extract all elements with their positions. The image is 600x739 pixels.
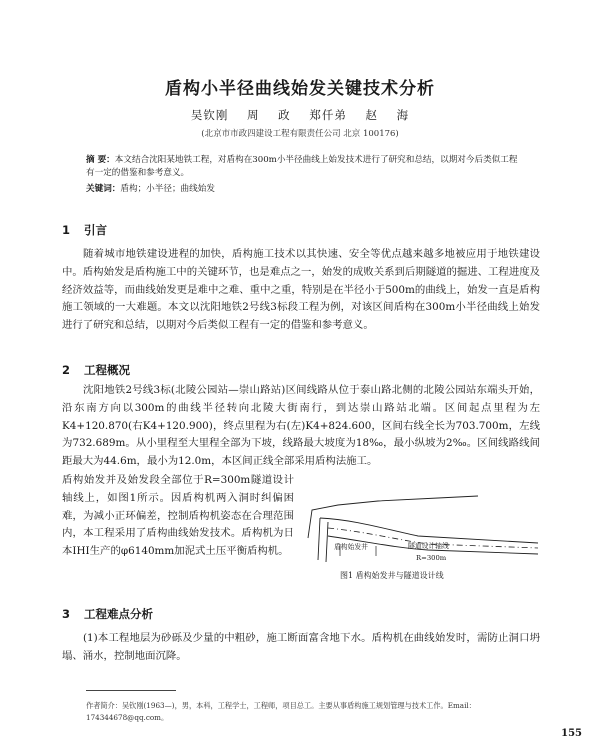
shaft-wall-lines <box>318 518 328 562</box>
keywords-text: 盾构；小半径；曲线始发 <box>120 184 215 194</box>
keywords-label: 关键词： <box>86 184 121 194</box>
tunnel-outer-line <box>320 518 538 543</box>
section-3-paragraph: (1)本工程地层为砂砾及少量的中粗砂，施工断面富含地下水。盾构机在曲线始发时，需防止洞口坍塌、涌水，控制地面沉降。 <box>62 632 540 662</box>
section-1-paragraph: 随着城市地铁建设进程的加快，盾构施工技术以其快速、安全等优点越来越多地被应用于地铁建设中。盾构始发是盾构施工中的关键环节，也是难点之一，始发的成败关系到后期隧道的掘进、工程进度及经济效益等，而曲线始发更是难中之难、重中之重，特别是在半径小于500m的曲线上，始发一直是盾构施工领域的一大难题。本文以沈阳地铁2号线3标段工程为例，对该区间盾构在300m小半径曲线上始发进行了研究和总结，以期对今后类似工程有一定的借鉴和参考意义。 <box>62 248 540 332</box>
section-number: 2 <box>62 363 71 377</box>
footnote-rule <box>86 690 176 691</box>
shaft-label: 盾构始发井 <box>334 543 368 551</box>
section-heading-1 <box>62 222 107 238</box>
section-number: 3 <box>62 607 71 621</box>
section-number: 1 <box>62 223 71 237</box>
abstract-label: 摘 要： <box>86 155 115 165</box>
radius-label: R=300m <box>416 554 447 562</box>
author-footnote: 作者简介：吴钦刚(1963—)，男，本科，工程学士，工程师，项目总工。主要从事盾构施工规划管理与技术工作。Email：174344678@qq.com。 <box>86 701 476 722</box>
section-heading-3 <box>62 606 153 622</box>
section-title: 工程概况 <box>84 363 130 377</box>
section-title: 引言 <box>84 223 107 237</box>
abstract <box>86 154 526 179</box>
section-2-paragraph-1: 沈阳地铁2号线3标(北陵公园站—崇山路站)区间线路从位于泰山路北侧的北陵公园站东端头开始，沿东南方向以300m的曲线半径转向北陵大街南行，到达崇山路站北端。区间起点里程为左K4+120.870(右K4+120.900)，终点里程为右(左)K4+824.600，区间右线全长为703.700m，左线为732.689m。从小里程至大里程全部为下坡，线路最大坡度为18‰，最小纵坡为2‰。区间线路线间距最大为44.6m，最小为12.0m，本区间正线全部采用盾构法施工。 <box>62 384 540 468</box>
tunnel-upper-line <box>308 496 478 538</box>
axis-label: 隧道设计轴线 <box>408 542 449 550</box>
section-heading-2 <box>62 362 130 378</box>
keywords <box>86 183 526 196</box>
affiliation: (北京市市政四建设工程有限责任公司 北京 100176) <box>201 129 399 139</box>
figure-caption: 图1 盾构始发井与隧道设计线 <box>340 571 444 580</box>
author-list: 吴钦刚 周 政 郑仟弟 赵 海 <box>190 108 410 122</box>
paper-title: 盾构小半径曲线始发关键技术分析 <box>165 79 435 99</box>
section-2-paragraph-2: 盾构始发并及始发段全部位于R=300m隧道设计轴线上，如图1所示。因盾构机两入洞时纠偏困难，为减小正环偏差，控制盾构机姿态在合理范围内，本工程采用了盾构曲线始发技术。盾构机为日本IHI生产的φ6140mm加泥式土压平衡盾构机。 <box>62 474 294 558</box>
abstract-text: 本文结合沈阳某地铁工程，对盾构在300m小半径曲线上始发技术进行了研究和总结，以期对今后类似工程有一定的借鉴和参考意义。 <box>86 155 518 178</box>
page-number: 155 <box>561 728 582 739</box>
section-title: 工程难点分析 <box>84 607 153 621</box>
